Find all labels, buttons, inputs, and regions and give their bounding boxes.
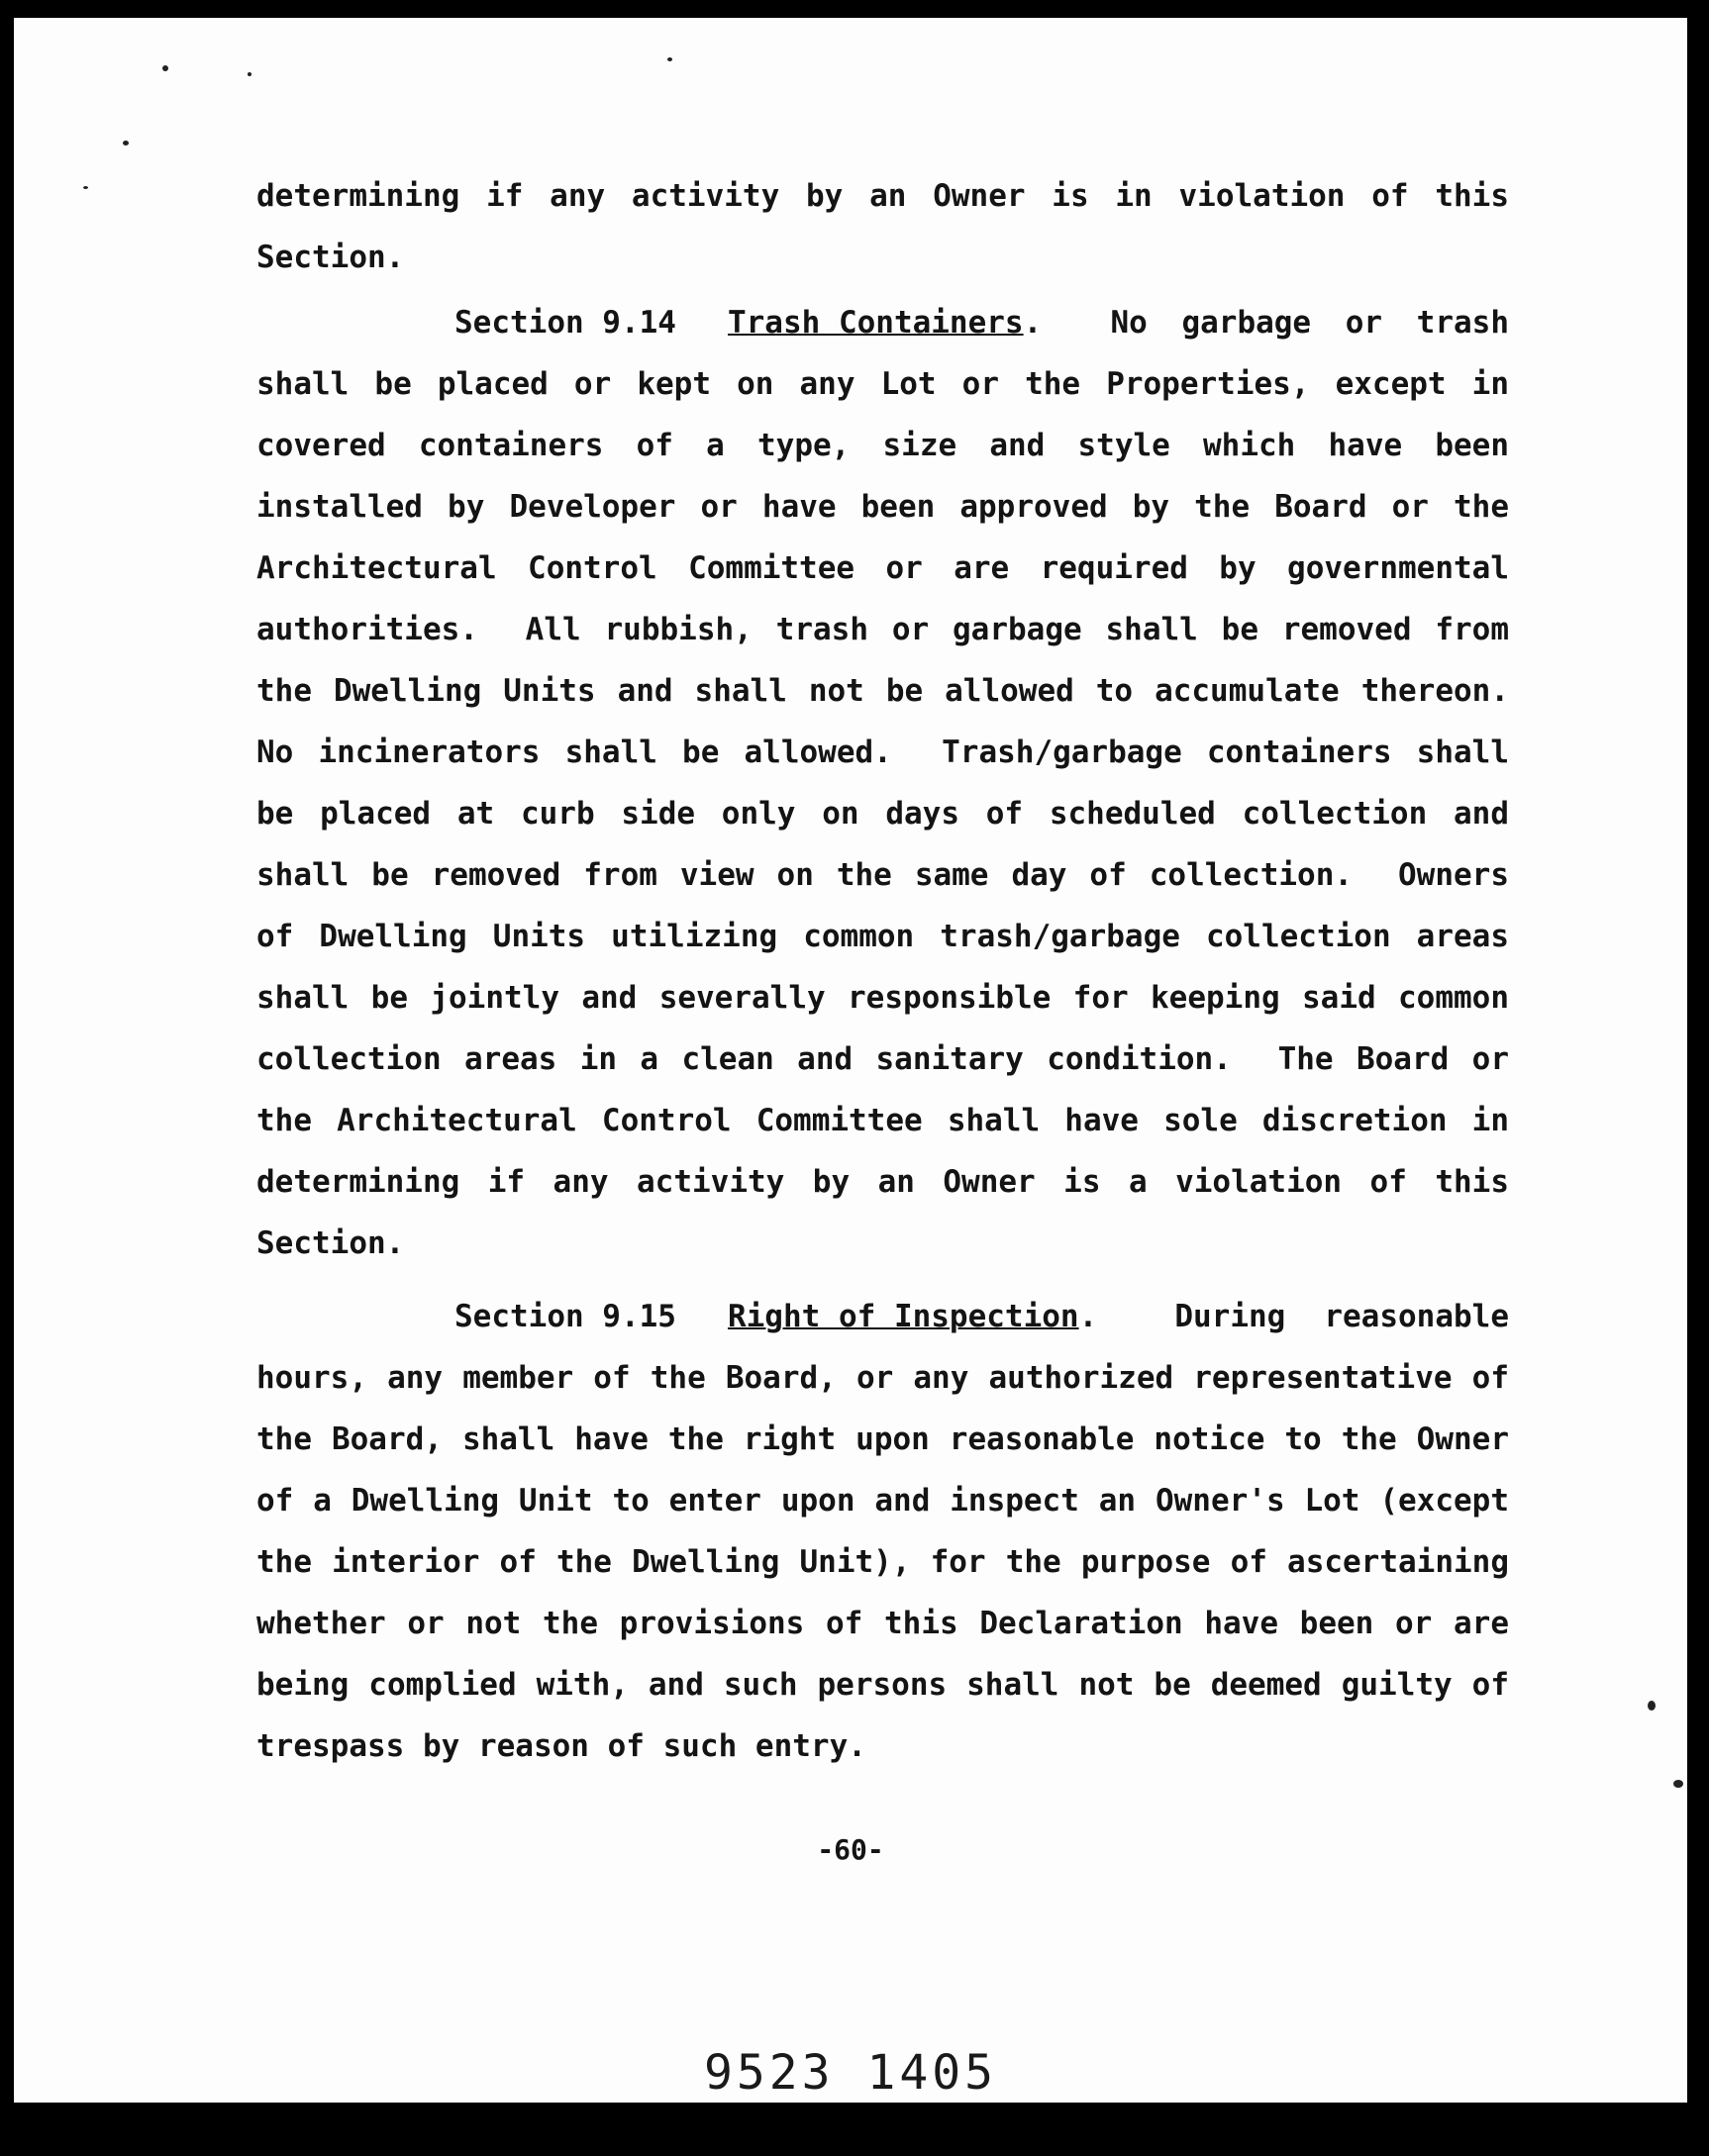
section-heading-rest: . No garbage or trash — [1023, 305, 1509, 341]
scan-speck — [667, 57, 672, 61]
body-line: determining if any activity by an Owner is in violation of this — [256, 178, 1509, 214]
section-heading-rest: . During reasonable — [1078, 1299, 1509, 1334]
body-line: covered containers of a type, size and style which have been — [256, 428, 1509, 463]
body-line: shall be placed or kept on any Lot or the Properties, except in — [256, 366, 1509, 402]
body-line: authorities. All rubbish, trash or garbage shall be removed from — [256, 612, 1509, 647]
body-line: the Architectural Control Committee shall have sole discretion in — [256, 1103, 1509, 1138]
body-line: Section. — [256, 1225, 405, 1261]
body-line: the Board, shall have the right upon reasonable notice to the Owner — [256, 1421, 1509, 1457]
body-line: shall be removed from view on the same day of collection. Owners — [256, 857, 1509, 893]
body-line: whether or not the provisions of this Declaration have been or are — [256, 1606, 1509, 1641]
scan-speck — [83, 186, 88, 189]
scan-speck — [123, 141, 129, 146]
page-number: -60- — [817, 1833, 884, 1866]
section-number: Section 9.14 — [454, 305, 676, 341]
section-number: Section 9.15 — [454, 1299, 676, 1334]
body-line: Architectural Control Committee or are required by governmental — [256, 550, 1509, 586]
document-page — [14, 18, 1687, 2103]
scan-speck — [1648, 1701, 1656, 1711]
scan-speck — [1673, 1780, 1683, 1788]
section-title: Trash Containers — [727, 305, 1024, 341]
body-line: Section. — [256, 240, 405, 275]
body-line: shall be jointly and severally responsible for keeping said common — [256, 980, 1509, 1016]
body-line: hours, any member of the Board, or any authorized representative of — [256, 1360, 1509, 1396]
body-line: collection areas in a clean and sanitary condition. The Board or — [256, 1041, 1509, 1077]
body-line: of a Dwelling Unit to enter upon and inspect an Owner's Lot (except — [256, 1483, 1509, 1519]
body-line: trespass by reason of such entry. — [256, 1728, 866, 1764]
body-line: of Dwelling Units utilizing common trash/garbage collection areas — [256, 919, 1509, 954]
scan-speck — [248, 72, 251, 76]
scan-speck — [162, 65, 168, 71]
body-line: being complied with, and such persons shall not be deemed guilty of — [256, 1667, 1509, 1703]
body-line: No incinerators shall be allowed. Trash/garbage containers shall — [256, 735, 1509, 770]
section-9-14-heading — [256, 303, 1509, 343]
section-9-15-heading — [256, 1297, 1509, 1336]
body-line: be placed at curb side only on days of scheduled collection and — [256, 796, 1509, 832]
body-line: the interior of the Dwelling Unit), for the purpose of ascertaining — [256, 1544, 1509, 1580]
body-line: determining if any activity by an Owner is a violation of this — [256, 1164, 1509, 1200]
body-line: the Dwelling Units and shall not be allowed to accumulate thereon. — [256, 673, 1509, 709]
section-title: Right of Inspection — [727, 1299, 1079, 1334]
body-line: installed by Developer or have been approved by the Board or the — [256, 489, 1509, 525]
document-stamp-number: 9523 1405 — [703, 2045, 998, 2101]
